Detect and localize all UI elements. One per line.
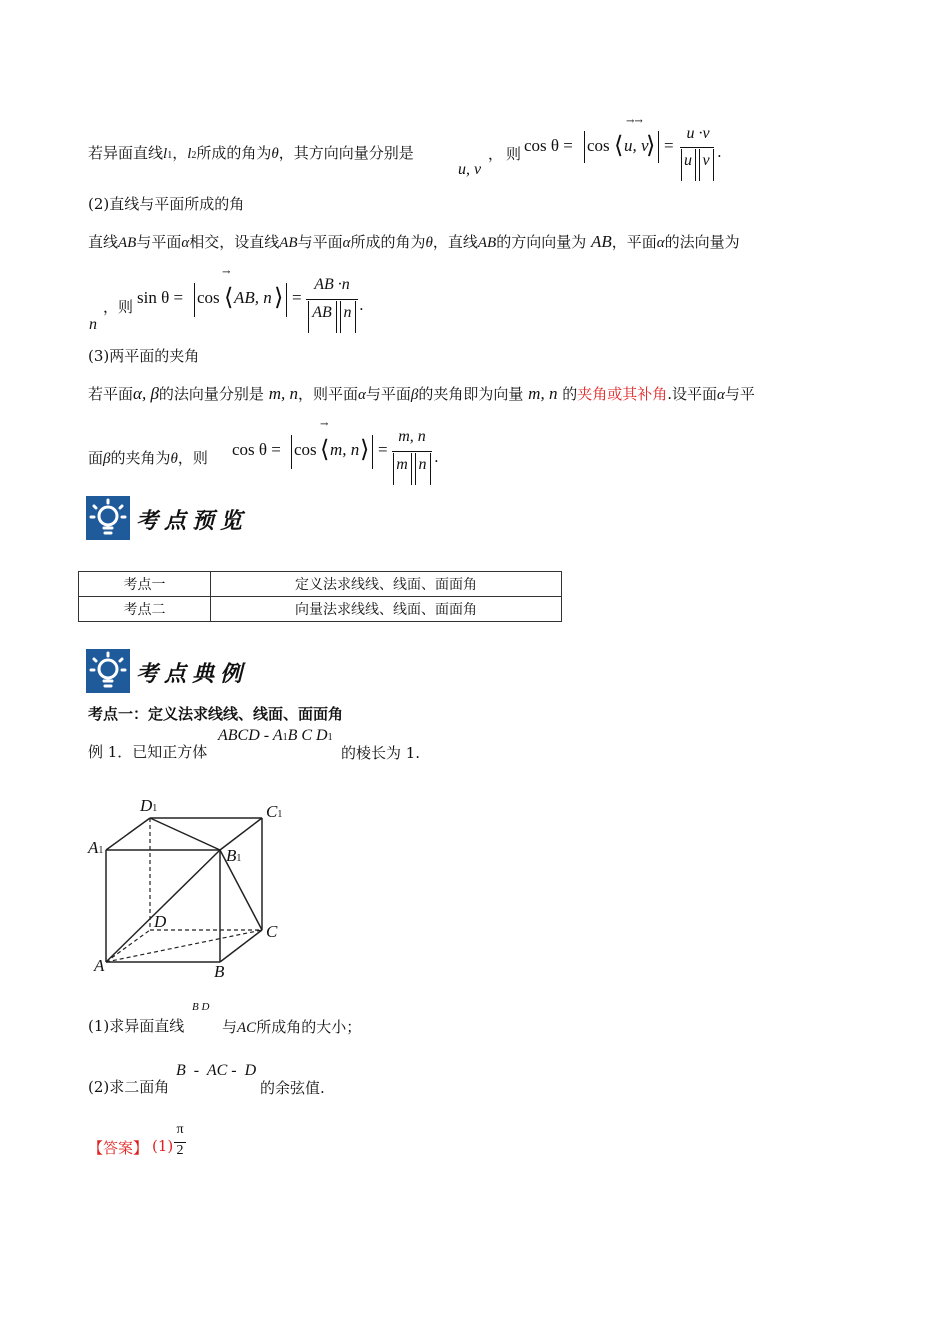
angle-uv: u, v bbox=[624, 136, 649, 155]
den2-n: n bbox=[343, 304, 352, 321]
examples-title: 考点典例 bbox=[136, 662, 249, 687]
two-planes-text: 若平面α, β的法向量分别是 m, n，则平面α与平面β的夹角即为向量 m, n 的夹角或其补角.设平面α与平 bbox=[88, 384, 755, 403]
den-u: u bbox=[684, 152, 692, 169]
fraction-numerator-2: AB ·n bbox=[314, 276, 350, 293]
answer-denominator: 2 bbox=[176, 1143, 184, 1158]
equals-sign-2: = bbox=[292, 288, 302, 307]
angle-bracket-right-2: ⟩ bbox=[274, 285, 284, 311]
den3-bar-2 bbox=[411, 453, 412, 485]
table-row bbox=[79, 597, 562, 622]
period: . bbox=[717, 143, 722, 161]
abs-bar-left bbox=[584, 131, 585, 163]
table-cell: 向量法求线线、线面、面面角 bbox=[211, 597, 562, 622]
question-1: (1)求异面直线 bbox=[88, 1017, 185, 1035]
preview-title: 考点预览 bbox=[136, 509, 249, 534]
angle-bracket-left-2: ⟨ bbox=[224, 285, 234, 311]
label-B1: B1 bbox=[226, 846, 242, 865]
text-direction-vectors: ，其方向向量分别是 bbox=[278, 144, 414, 162]
answer-label: 【答案】 bbox=[88, 1139, 149, 1157]
abs-bar-right-2 bbox=[286, 283, 287, 317]
angle-skew-lines-text bbox=[88, 143, 414, 166]
period-3: . bbox=[434, 448, 439, 466]
section2-heading: (2)直线与平面所成的角 bbox=[88, 195, 245, 213]
cube-name: ABCD - A1B C D1 bbox=[218, 727, 333, 744]
sin-theta-formula: sin θ = bbox=[137, 288, 184, 307]
fraction-numerator: u ·v bbox=[686, 125, 710, 142]
den2-ab: AB bbox=[312, 304, 332, 321]
angle-bracket-right-3: ⟩ bbox=[360, 437, 370, 463]
preview-table bbox=[78, 571, 562, 622]
text-skew-lines: 若异面直线 bbox=[88, 144, 164, 162]
q2-dihedral: B - AC - D bbox=[176, 1062, 257, 1079]
l2-symbol: l2 bbox=[187, 146, 197, 162]
den2-bar-2 bbox=[336, 301, 337, 333]
angle-bracket-left-3: ⟨ bbox=[320, 437, 330, 463]
period-2: . bbox=[359, 296, 364, 314]
text-angle: 所成的角为 bbox=[196, 144, 272, 162]
vector-arrow-2: → bbox=[222, 267, 231, 278]
diag-AC bbox=[106, 930, 262, 962]
cube-figure bbox=[86, 790, 296, 985]
abs-bar-left-3 bbox=[291, 435, 292, 469]
lightbulb-icon bbox=[86, 649, 130, 693]
label-A1: A1 bbox=[88, 838, 104, 857]
edge-BC bbox=[220, 930, 262, 962]
lightbulb-icon bbox=[86, 496, 130, 540]
diag-AB1 bbox=[106, 850, 220, 962]
red-highlight: 夹角或其补角 bbox=[577, 385, 668, 403]
den3-m: m bbox=[396, 456, 408, 473]
uv-vectors: u, v bbox=[458, 161, 482, 178]
table-cell: 考点二 bbox=[79, 597, 211, 622]
normal-n: n bbox=[89, 316, 97, 333]
then-word: 则 bbox=[506, 145, 522, 163]
abs-bar-left-2 bbox=[194, 283, 195, 317]
den3-bar-4 bbox=[430, 453, 431, 485]
diag-B1D1 bbox=[150, 818, 220, 850]
abs-bar-right bbox=[658, 131, 659, 163]
cos-word: cos bbox=[587, 136, 610, 155]
fraction-bar-2 bbox=[306, 299, 358, 300]
equals-sign-3: = bbox=[378, 440, 388, 459]
cos-theta-formula: cos θ = bbox=[524, 136, 573, 155]
topic-heading: 考点一：定义法求线线、线面、面面角 bbox=[88, 705, 344, 723]
vector-arrow-3: → bbox=[320, 419, 329, 430]
answer-part: (1) bbox=[152, 1137, 174, 1155]
q1-line-B1D1: B D bbox=[192, 1001, 210, 1013]
den3-n: n bbox=[418, 456, 427, 473]
vector-arrows: →→ bbox=[626, 116, 643, 127]
fraction-bar bbox=[680, 147, 714, 148]
fraction-bar-3 bbox=[392, 451, 432, 452]
line-plane-text: 直线AB与平面α相交，设直线AB与平面α所成的角为θ，直线AB的方向向量为 AB，平面α的法向量为 bbox=[88, 232, 740, 251]
den2-bar-4 bbox=[355, 301, 356, 333]
example1-tail: 的棱长为 1. bbox=[341, 744, 421, 762]
answer-numerator: π bbox=[176, 1122, 184, 1137]
separator: ， bbox=[172, 144, 188, 162]
table-row bbox=[79, 572, 562, 597]
then-word-2: ，则 bbox=[103, 298, 134, 316]
table-cell: 定义法求线线、线面、面面角 bbox=[211, 572, 562, 597]
question-1-tail: 与AC所成角的大小； bbox=[222, 1018, 362, 1036]
theta-symbol: θ bbox=[271, 146, 279, 162]
label-C1: C1 bbox=[266, 802, 283, 821]
angle-bracket-right: ⟩ bbox=[646, 133, 656, 159]
fraction-numerator-3: m, n bbox=[398, 428, 426, 445]
table-cell: 考点一 bbox=[79, 572, 211, 597]
angle-abn: AB, n bbox=[234, 288, 272, 307]
den-bar-2 bbox=[695, 149, 696, 181]
comma: ， bbox=[488, 145, 504, 163]
angle-mn: m, n bbox=[330, 440, 360, 459]
cos-theta-formula-3: cos θ = bbox=[232, 440, 281, 459]
label-C: C bbox=[266, 922, 278, 941]
cos-word-2: cos bbox=[197, 288, 220, 307]
label-D1: D1 bbox=[140, 796, 158, 815]
cos-word-3: cos bbox=[294, 440, 317, 459]
label-A: A bbox=[94, 956, 105, 975]
l1-symbol: l1 bbox=[163, 146, 173, 162]
label-D: D bbox=[154, 912, 167, 931]
question-2-tail: 的余弦值. bbox=[260, 1079, 325, 1097]
label-B: B bbox=[214, 962, 225, 981]
equals-sign: = bbox=[664, 136, 674, 155]
section3-heading: (3)两平面的夹角 bbox=[88, 347, 200, 365]
den-bar-4 bbox=[713, 149, 714, 181]
question-2: (2)求二面角 bbox=[88, 1078, 170, 1096]
angle-bracket-left: ⟨ bbox=[614, 133, 624, 159]
example1-text: 例 1．已知正方体 bbox=[88, 743, 208, 761]
den-v: v bbox=[702, 152, 710, 169]
two-planes-text-2: 面β的夹角为θ，则 bbox=[88, 449, 208, 467]
abs-bar-right-3 bbox=[372, 435, 373, 469]
edge-A1D1 bbox=[106, 818, 150, 850]
